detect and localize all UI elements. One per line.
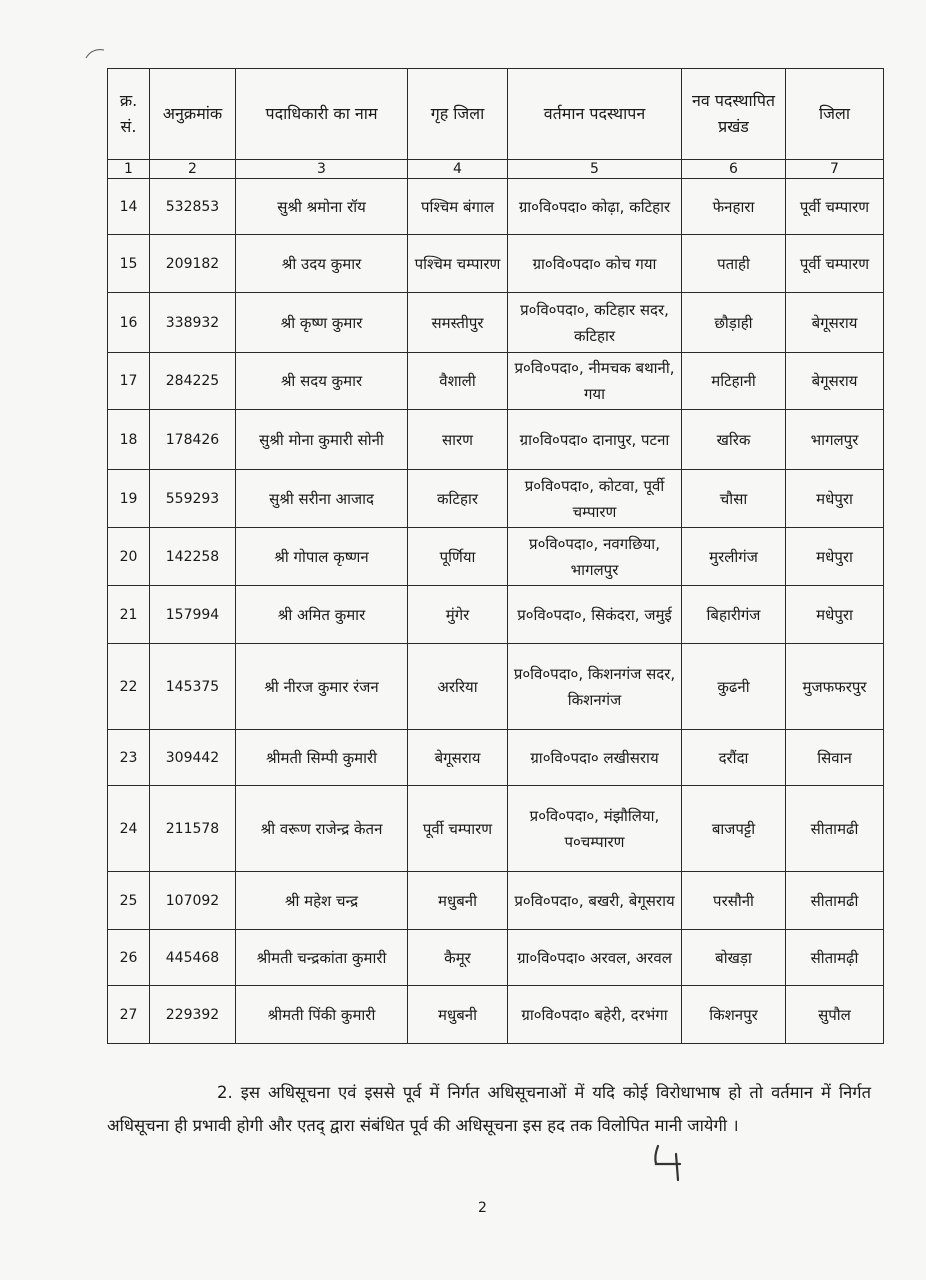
column-number: 2 [150,160,236,179]
table-cell: 157994 [150,586,236,644]
table-cell: सीतामढ़ी [786,930,884,986]
table-cell: पूर्णिया [408,528,508,586]
table-cell: 26 [108,930,150,986]
table-cell: सिवान [786,730,884,786]
table-cell: 309442 [150,730,236,786]
page-number: 2 [478,1200,487,1216]
table-cell: मुरलीगंज [682,528,786,586]
table-cell: पूर्वी चम्पारण [408,786,508,872]
table-cell: 15 [108,235,150,293]
table-cell: 559293 [150,470,236,528]
table-cell: प्र०वि०पदा०, किशनगंज सदर, किशनगंज [508,644,682,730]
table-cell: ग्रा०वि०पदा० बहेरी, दरभंगा [508,986,682,1044]
table-cell: 21 [108,586,150,644]
table-cell: सुश्री सरीना आजाद [236,470,408,528]
table-cell: श्री वरूण राजेन्द्र केतन [236,786,408,872]
table-cell: भागलपुर [786,410,884,470]
table-cell: कटिहार [408,470,508,528]
table-cell: सुपौल [786,986,884,1044]
table-cell: 22 [108,644,150,730]
table-row [108,235,884,293]
table-cell: बेगूसराय [786,293,884,353]
table-body [108,179,884,1044]
table-cell: पश्चिम चम्पारण [408,235,508,293]
table-cell: किशनपुर [682,986,786,1044]
table-cell: मधेपुरा [786,470,884,528]
table-cell: बेगूसराय [786,353,884,410]
table-cell: पूर्वी चम्पारण [786,235,884,293]
table-cell: श्री गोपाल कृष्णन [236,528,408,586]
table-row [108,986,884,1044]
table-cell: मधुबनी [408,986,508,1044]
table-cell: श्रीमती सिम्पी कुमारी [236,730,408,786]
table-cell: सुश्री श्रमोना रॉय [236,179,408,235]
table-cell: पश्चिम बंगाल [408,179,508,235]
header-cell: वर्तमान पदस्थापन [508,69,682,160]
table-cell: श्री उदय कुमार [236,235,408,293]
table-cell: पताही [682,235,786,293]
table-cell: 229392 [150,986,236,1044]
column-number: 4 [408,160,508,179]
table-row [108,586,884,644]
table-cell: ग्रा०वि०पदा० कोच गया [508,235,682,293]
table-cell: कुढनी [682,644,786,730]
table-cell: 20 [108,528,150,586]
table-cell: बोखड़ा [682,930,786,986]
table-cell: अररिया [408,644,508,730]
table-cell: 142258 [150,528,236,586]
table-cell: 27 [108,986,150,1044]
table-row [108,872,884,930]
table-cell: 532853 [150,179,236,235]
table-cell: बाजपट्टी [682,786,786,872]
header-cell: पदाधिकारी का नाम [236,69,408,160]
table-cell: श्री कृष्ण कुमार [236,293,408,353]
table-row [108,470,884,528]
table-cell: पूर्वी चम्पारण [786,179,884,235]
table-cell: दरौंदा [682,730,786,786]
table-cell: प्र०वि०पदा०, सिकंदरा, जमुई [508,586,682,644]
column-number-row [108,160,884,179]
column-number: 5 [508,160,682,179]
table-row [108,730,884,786]
table-cell: फेनहारा [682,179,786,235]
table-cell: सारण [408,410,508,470]
table-cell: प्र०वि०पदा०, कोटवा, पूर्वी चम्पारण [508,470,682,528]
table-cell: 209182 [150,235,236,293]
table-cell: प्र०वि०पदा०, बखरी, बेगूसराय [508,872,682,930]
table-cell: 16 [108,293,150,353]
table-cell: प्र०वि०पदा०, मंझौलिया, प०चम्पारण [508,786,682,872]
table-header-row [108,69,884,160]
table-row [108,930,884,986]
table-cell: मधेपुरा [786,586,884,644]
column-number: 6 [682,160,786,179]
table-cell: श्री नीरज कुमार रंजन [236,644,408,730]
table-cell: समस्तीपुर [408,293,508,353]
table-cell: बिहारीगंज [682,586,786,644]
table-cell: प्र०वि०पदा०, नवगछिया, भागलपुर [508,528,682,586]
table-cell: मधुबनी [408,872,508,930]
table-cell: श्रीमती पिंकी कुमारी [236,986,408,1044]
paragraph-text: 2. इस अधिसूचना एवं इससे पूर्व में निर्गत अधिसूचनाओं में यदि कोई विरोधाभाष हो तो वर्तमान में निर्गत अधिसूचना ही प्रभावी होगी और एतद् द्वारा संबंधित पूर्व की अधिसूचना इस हद तक विलोपित मानी जायेगी । [107,1083,871,1135]
table-cell: मटिहानी [682,353,786,410]
table-cell: 284225 [150,353,236,410]
header-cell: नव पदस्थापित प्रखंड [682,69,786,160]
table-cell: प्र०वि०पदा०, कटिहार सदर, कटिहार [508,293,682,353]
table-row [108,353,884,410]
table-cell: सुश्री मोना कुमारी सोनी [236,410,408,470]
table-cell: श्री सदय कुमार [236,353,408,410]
table-cell: 23 [108,730,150,786]
header-cell: अनुक्रमांक [150,69,236,160]
table-cell: श्रीमती चन्द्रकांता कुमारी [236,930,408,986]
table-cell: मधेपुरा [786,528,884,586]
table-cell: 19 [108,470,150,528]
table-cell: 14 [108,179,150,235]
table-cell: 338932 [150,293,236,353]
table-cell: 107092 [150,872,236,930]
table-cell: मुजफफरपुर [786,644,884,730]
scan-corner-mark [84,46,106,60]
table-cell: 25 [108,872,150,930]
notification-paragraph [107,1076,871,1142]
table-cell: 178426 [150,410,236,470]
column-number: 7 [786,160,884,179]
table-row [108,410,884,470]
table-cell: ग्रा०वि०पदा० लखीसराय [508,730,682,786]
header-cell: गृह जिला [408,69,508,160]
table-cell: 211578 [150,786,236,872]
table-row [108,179,884,235]
table-row [108,786,884,872]
column-number: 3 [236,160,408,179]
table-cell: ग्रा०वि०पदा० कोढ़ा, कटिहार [508,179,682,235]
table-cell: वैशाली [408,353,508,410]
table-cell: खरिक [682,410,786,470]
table-cell: 24 [108,786,150,872]
table-cell: ग्रा०वि०पदा० दानापुर, पटना [508,410,682,470]
table-cell: 445468 [150,930,236,986]
table-cell: मुंगेर [408,586,508,644]
table-cell: कैमूर [408,930,508,986]
table-row [108,644,884,730]
table-cell: श्री अमित कुमार [236,586,408,644]
header-cell: क्र. सं. [108,69,150,160]
table-cell: परसौनी [682,872,786,930]
table-cell: 18 [108,410,150,470]
table-cell: सीतामढी [786,786,884,872]
table-cell: सीतामढी [786,872,884,930]
table-cell: श्री महेश चन्द्र [236,872,408,930]
transfer-table [107,68,884,1044]
table-cell: चौसा [682,470,786,528]
table-cell: 145375 [150,644,236,730]
table-row [108,528,884,586]
header-cell: जिला [786,69,884,160]
table-cell: छौड़ाही [682,293,786,353]
column-number: 1 [108,160,150,179]
table-cell: ग्रा०वि०पदा० अरवल, अरवल [508,930,682,986]
table-cell: 17 [108,353,150,410]
table-cell: प्र०वि०पदा०, नीमचक बथानी, गया [508,353,682,410]
table-row [108,293,884,353]
table-cell: बेगूसराय [408,730,508,786]
handwritten-signature-mark [650,1140,696,1186]
